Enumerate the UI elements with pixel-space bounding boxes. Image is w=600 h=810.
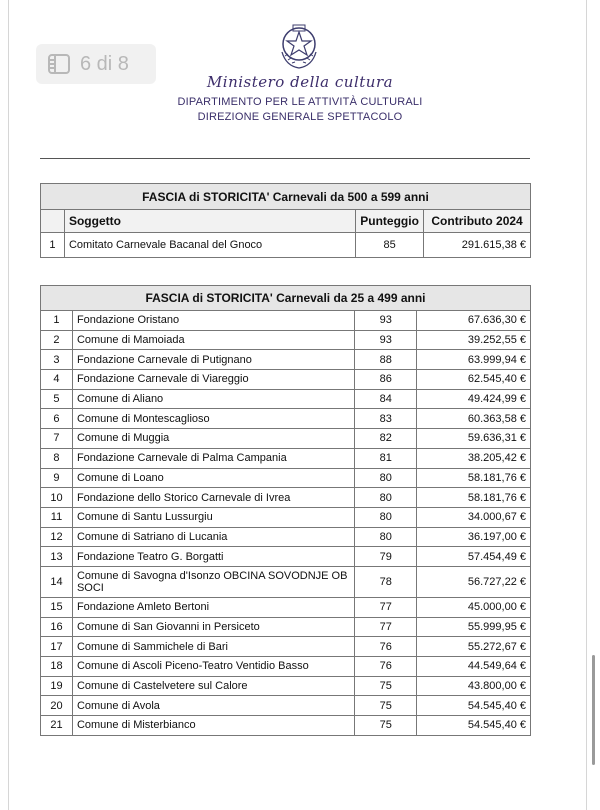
table-row: 1 Comitato Carnevale Bacanal del Gnoco 85 291.615,38 € — [41, 233, 531, 258]
cell-amount: 54.545,40 € — [417, 716, 531, 736]
table-row — [41, 716, 531, 736]
cell-score: 80 — [355, 507, 417, 527]
cell-name: Fondazione Teatro G. Borgatti — [72, 547, 354, 567]
cell-name: Comune di Mamoiada — [72, 330, 354, 350]
table-row — [41, 617, 531, 637]
cell-name: Fondazione Carnevale di Viareggio — [72, 370, 354, 390]
header-contribution: Contributo 2024 — [424, 210, 531, 233]
cell-amount: 55.272,67 € — [417, 637, 531, 657]
cell-name: Fondazione Carnevale di Palma Campania — [72, 448, 354, 468]
cell-score: 75 — [355, 676, 417, 696]
header-divider — [40, 158, 530, 159]
cell-amount: 60.363,58 € — [417, 409, 531, 429]
cell-n: 9 — [41, 468, 73, 488]
cell-amount: 39.252,55 € — [417, 330, 531, 350]
cell-score: 77 — [355, 597, 417, 617]
cell-n: 14 — [41, 566, 73, 597]
cell-amount: 43.800,00 € — [417, 676, 531, 696]
cell-n: 1 — [41, 311, 73, 331]
cell-name: Fondazione Carnevale di Putignano — [72, 350, 354, 370]
cell-score: 75 — [355, 696, 417, 716]
cell-n: 10 — [41, 488, 73, 508]
cell-amount: 49.424,99 € — [417, 389, 531, 409]
cell-n: 15 — [41, 597, 73, 617]
table-row — [41, 507, 531, 527]
cell-score: 88 — [355, 350, 417, 370]
table-25-499-years — [40, 285, 531, 736]
cell-amount: 45.000,00 € — [417, 597, 531, 617]
table-row — [41, 389, 531, 409]
cell-name: Comune di Savogna d'Isonzo OBCINA SOVODNJE OB SOCI — [72, 566, 354, 597]
table-row — [41, 676, 531, 696]
table-row — [41, 488, 531, 508]
cell-score: 80 — [355, 488, 417, 508]
cell-n: 17 — [41, 637, 73, 657]
cell-score: 80 — [355, 527, 417, 547]
cell-name: Comune di Sammichele di Bari — [72, 637, 354, 657]
page-counter-label: 6 di 8 — [80, 52, 129, 75]
cell-score: 83 — [355, 409, 417, 429]
cell-n: 11 — [41, 507, 73, 527]
header-score: Punteggio — [356, 210, 424, 233]
cell-amount: 57.454,49 € — [417, 547, 531, 567]
cell-name: Comune di Santu Lussurgiu — [72, 507, 354, 527]
cell-n: 4 — [41, 370, 73, 390]
cell-n: 20 — [41, 696, 73, 716]
cell-n: 8 — [41, 448, 73, 468]
table-row — [41, 350, 531, 370]
right-margin-line — [586, 0, 587, 810]
table-row — [41, 657, 531, 677]
cell-n: 6 — [41, 409, 73, 429]
cell-amount: 62.545,40 € — [417, 370, 531, 390]
cell-n: 21 — [41, 716, 73, 736]
header-subject: Soggetto — [64, 210, 355, 233]
table-500-599-years — [40, 183, 531, 258]
cell-amount: 67.636,30 € — [417, 311, 531, 331]
table-row — [41, 696, 531, 716]
table-row — [41, 527, 531, 547]
table-row — [41, 448, 531, 468]
page-thumbnail-icon — [48, 54, 70, 74]
cell-name: Fondazione dello Storico Carnevale di Ivrea — [72, 488, 354, 508]
table-row — [41, 409, 531, 429]
cell-n: 18 — [41, 657, 73, 677]
cell-amount: 55.999,95 € — [417, 617, 531, 637]
cell-score: 79 — [355, 547, 417, 567]
cell-name: Comune di San Giovanni in Persiceto — [72, 617, 354, 637]
cell-name: Comune di Misterbianco — [72, 716, 354, 736]
cell-amount: 59.636,31 € — [417, 429, 531, 449]
cell-amount: 56.727,22 € — [417, 566, 531, 597]
cell-amount: 36.197,00 € — [417, 527, 531, 547]
cell-score: 81 — [355, 448, 417, 468]
cell-amount: 44.549,64 € — [417, 657, 531, 677]
ministry-name: Ministero della cultura — [206, 73, 394, 91]
cell-n: 7 — [41, 429, 73, 449]
table-row — [41, 311, 531, 331]
cell-name: Comune di Ascoli Piceno-Teatro Ventidio Basso — [72, 657, 354, 677]
cell-score: 84 — [355, 389, 417, 409]
cell-score: 80 — [355, 468, 417, 488]
page-counter[interactable] — [36, 44, 156, 84]
cell-name: Comune di Satriano di Lucania — [72, 527, 354, 547]
cell-n: 13 — [41, 547, 73, 567]
table-row — [41, 330, 531, 350]
cell-score: 76 — [355, 657, 417, 677]
cell-name: Comune di Aliano — [72, 389, 354, 409]
table-row — [41, 547, 531, 567]
header-number — [41, 210, 65, 233]
cell-score: 75 — [355, 716, 417, 736]
directorate-name: DIREZIONE GENERALE SPETTACOLO — [197, 111, 403, 123]
cell-name: Comune di Loano — [72, 468, 354, 488]
cell-name: Comune di Montescaglioso — [72, 409, 354, 429]
cell-name: Comune di Castelvetere sul Calore — [72, 676, 354, 696]
cell-score: 82 — [355, 429, 417, 449]
cell-score: 86 — [355, 370, 417, 390]
cell-name: Comune di Avola — [72, 696, 354, 716]
cell-amount: 38.205,42 € — [417, 448, 531, 468]
cell-n: 3 — [41, 350, 73, 370]
cell-n: 19 — [41, 676, 73, 696]
cell-score: 93 — [355, 330, 417, 350]
table-row — [41, 566, 531, 597]
table-row — [41, 637, 531, 657]
cell-score: 78 — [355, 566, 417, 597]
cell-n: 2 — [41, 330, 73, 350]
cell-name: Fondazione Oristano — [72, 311, 354, 331]
scrollbar[interactable] — [592, 655, 595, 765]
cell-amount: 34.000,67 € — [417, 507, 531, 527]
cell-name: Fondazione Amleto Bertoni — [72, 597, 354, 617]
table-row — [41, 597, 531, 617]
cell-score: 93 — [355, 311, 417, 331]
cell-amount: 54.545,40 € — [417, 696, 531, 716]
table-row — [41, 370, 531, 390]
cell-score: 77 — [355, 617, 417, 637]
cell-amount: 58.181,76 € — [417, 488, 531, 508]
cell-n: 5 — [41, 389, 73, 409]
department-name: DIPARTIMENTO PER LE ATTIVITÀ CULTURALI — [177, 96, 423, 108]
cell-amount: 58.181,76 € — [417, 468, 531, 488]
cell-name: Comune di Muggia — [72, 429, 354, 449]
table1-title: FASCIA di STORICITA' Carnevali da 500 a 599 anni — [41, 184, 531, 210]
cell-n: 16 — [41, 617, 73, 637]
republic-emblem-icon — [276, 22, 322, 70]
cell-score: 76 — [355, 637, 417, 657]
left-margin-line — [8, 0, 9, 810]
cell-n: 12 — [41, 527, 73, 547]
table-row — [41, 429, 531, 449]
cell-amount: 63.999,94 € — [417, 350, 531, 370]
table2-title: FASCIA di STORICITA' Carnevali da 25 a 499 anni — [41, 286, 531, 311]
table-row — [41, 468, 531, 488]
